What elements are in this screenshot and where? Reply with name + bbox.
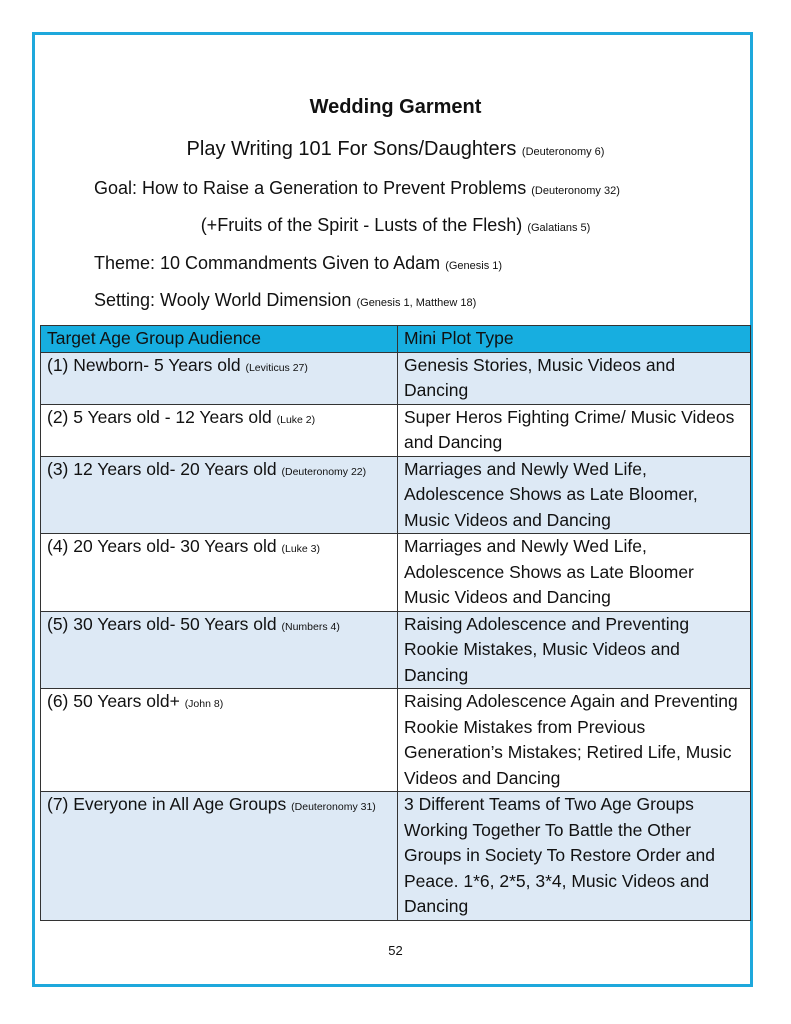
theme-reference: (Genesis 1)	[445, 260, 503, 272]
table-row	[41, 534, 751, 612]
fruits-text: (+Fruits of the Spirit - Lusts of the Flesh)	[200, 215, 523, 235]
theme-text: Theme: 10 Commandments Given to Adam	[94, 253, 441, 273]
document-title: Wedding Garment	[309, 96, 482, 118]
table-row	[41, 611, 751, 689]
plot-cell: Genesis Stories, Music Videos and Dancing	[398, 352, 751, 404]
audience-reference: (Leviticus 27)	[245, 361, 308, 374]
audience-text: (1) Newborn- 5 Years old	[47, 354, 241, 375]
setting-reference: (Genesis 1, Matthew 18)	[356, 297, 477, 309]
plot-cell: Super Heros Fighting Crime/ Music Videos and Dancing	[398, 404, 751, 456]
plot-cell: Marriages and Newly Wed Life, Adolescence Shows as Late Bloomer, Music Videos and Dancing	[398, 456, 751, 534]
table-row	[41, 689, 751, 792]
audience-text: (2) 5 Years old - 12 Years old	[47, 406, 272, 427]
audience-cell	[41, 404, 398, 456]
plot-cell: Marriages and Newly Wed Life, Adolescence Shows as Late Bloomer Music Videos and Dancing	[398, 534, 751, 612]
audience-text: (4) 20 Years old- 30 Years old	[47, 536, 277, 556]
fruits-line	[0, 215, 791, 236]
table-row	[41, 792, 751, 921]
audience-cell	[41, 792, 398, 921]
table-header-row	[41, 326, 751, 353]
setting-text: Setting: Wooly World Dimension	[94, 290, 352, 310]
column-header-audience: Target Age Group Audience	[41, 326, 398, 353]
audience-cell	[41, 352, 398, 404]
audience-cell	[41, 534, 398, 612]
table-row	[41, 404, 751, 456]
audience-reference: (Luke 2)	[276, 413, 316, 426]
audience-reference: (Numbers 4)	[281, 620, 340, 633]
audience-reference: (Deuteronomy 31)	[291, 801, 376, 813]
audience-text: (7) Everyone in All Age Groups	[47, 794, 287, 814]
audience-reference: (Luke 3)	[281, 543, 321, 555]
goal-line	[94, 178, 620, 199]
table-row	[41, 352, 751, 404]
plot-cell: Raising Adolescence and Preventing Rookie Mistakes, Music Videos and Dancing	[398, 611, 751, 689]
goal-reference: (Deuteronomy 32)	[531, 185, 620, 197]
age-group-table	[40, 325, 751, 921]
subtitle-text: Play Writing 101 For Sons/Daughters	[186, 138, 517, 160]
subtitle	[0, 138, 791, 161]
theme-line	[94, 253, 502, 274]
goal-text: Goal: How to Raise a Generation to Prevent Problems	[94, 178, 527, 198]
audience-text: (3) 12 Years old- 20 Years old	[47, 458, 277, 479]
audience-reference: (Deuteronomy 22)	[281, 465, 367, 478]
page-number: 52	[388, 943, 403, 958]
audience-cell	[41, 611, 398, 689]
audience-cell	[41, 456, 398, 534]
subtitle-reference: (Deuteronomy 6)	[521, 146, 605, 158]
plot-cell: 3 Different Teams of Two Age Groups Working Together To Battle the Other Groups in Society To Restore Order and Peace. 1*6, 2*5, 3*4, Music Videos and Dancing	[398, 792, 751, 921]
audience-text: (5) 30 Years old- 50 Years old	[47, 613, 277, 634]
column-header-plot: Mini Plot Type	[398, 326, 751, 353]
setting-line	[94, 290, 476, 311]
audience-text: (6) 50 Years old+	[47, 691, 180, 711]
table-row	[41, 456, 751, 534]
audience-cell	[41, 689, 398, 792]
fruits-reference: (Galatians 5)	[527, 222, 591, 234]
plot-cell: Raising Adolescence Again and Preventing Rookie Mistakes from Previous Generation’s Mistakes; Retired Life, Music Videos and Dancing	[398, 689, 751, 792]
audience-reference: (John 8)	[184, 698, 224, 710]
